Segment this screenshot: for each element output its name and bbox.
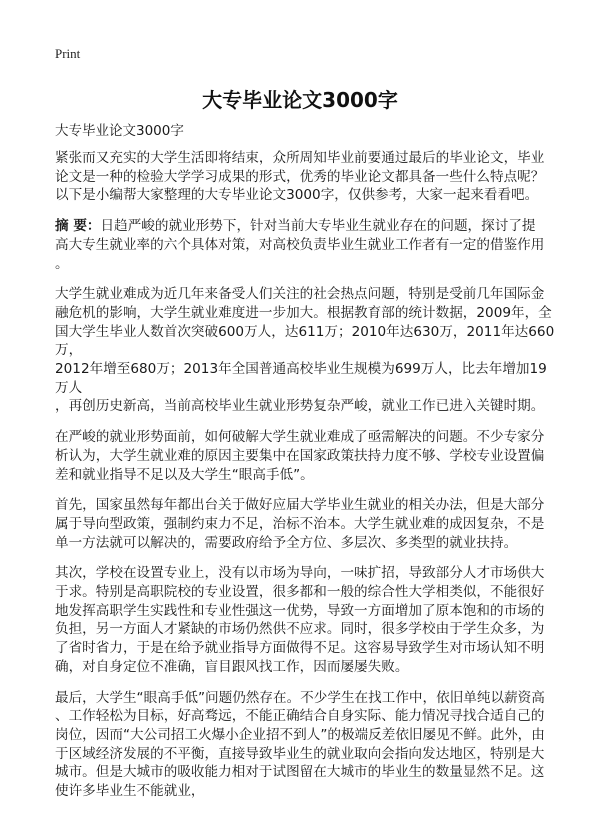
document-body bbox=[55, 149, 555, 813]
abstract-label: 摘 要： bbox=[55, 218, 101, 235]
body-paragraph: 在严峻的就业形势面前，如何破解大学生就业难成了亟需解决的问题。不少专家分 析认为，大学生就业难的原因主要集中在国家政策扶持力度不够、学校专业设置偏 差和就业指导不足以及大学生“眼高手低”。 bbox=[55, 429, 545, 483]
body-paragraph: 大学生就业难成为近几年来备受人们关注的社会热点问题，特别是受前几年国际金 融危机的影响，大学生就业难度进一步加大。根据教育部的统计数据，2009年，全 国大学生毕业人数首次突破600万人，达611万；2010年达630万，2011年达660万， 2012年增至680万；2013年全国普通高校毕业生规模为699万人，比去年增加19万人 ，再创历史新高，当前高校毕业生就业形势复杂严峻，就业工作已进入关键时期。 bbox=[55, 286, 555, 415]
body-paragraph: 其次，学校在设置专业上，没有以市场为导向，一味扩招，导致部分人才市场供大 于求。特别是高职院校的专业设置，很多都和一般的综合性大学相类似，不能很好 地发挥高职学生实践性和专业性强这一优势，导致一方面增加了原本饱和的市场的 负担，另一方面人才紧缺的市场仍然供不应求。同时，很多学校由于学生众多，为 了省时省力，于是在给予就业指导方面做得不足。这容易导致学生对市场认知不明 确，对自身定位不准确，盲目跟风找工作，因而屡屡失败。 bbox=[55, 565, 545, 675]
body-paragraph: 首先，国家虽然每年都出台关于做好应届大学毕业生就业的相关办法，但是大部分 属于导向型政策，强制约束力不足，治标不治本。大学生就业难的成因复杂，不是 单一方法就可以解决的，需要政府给予全方位、多层次、多类型的就业扶持。 bbox=[55, 497, 545, 551]
intro-paragraph: 紧张而又充实的大学生活即将结束，众所周知毕业前要通过最后的毕业论文，毕业 论文是一种的检验大学学习成果的形式，优秀的毕业论文都具备一些什么特点呢？ 以下是小编帮大家整理的大专毕业论文3000字，仅供参考，大家一起来看看吧。 bbox=[55, 150, 545, 204]
document-subtitle: 大专毕业论文3000字 bbox=[55, 123, 184, 139]
body-paragraph: 最后，大学生“眼高手低”问题仍然存在。不少学生在找工作中，依旧单纯以薪资高 、工作轻松为目标，好高骛远，不能正确结合自身实际、能力情况寻找合适自己的 岗位，因而“大公司招工火爆小企业招不到人”的极端反差依旧屡见不鲜。此外，由 于区域经济发展的不平衡，直接导致毕业生的就业取向会指向发达地区，特别是大 城市。但是大城市的吸收能力相对于试图留在大城市的毕业生的数量显然不足。这 使许多毕业生不能就业， bbox=[55, 689, 545, 800]
abstract-paragraph bbox=[55, 217, 555, 273]
page-title: 大专毕业论文3000字 bbox=[202, 88, 398, 112]
print-link[interactable]: Print bbox=[55, 46, 81, 61]
abstract-text: 日趋严峻的就业形势下，针对当前大专毕业生就业存在的问题，探讨了提 高大专生就业率的六个具体对策，对高校负责毕业生就业工作者有一定的借鉴作用 。 bbox=[55, 218, 545, 272]
